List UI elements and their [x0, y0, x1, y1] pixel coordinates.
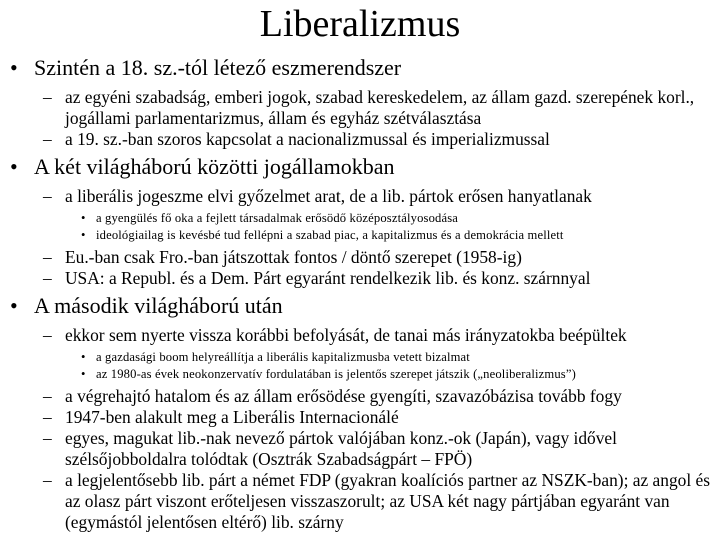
bullet-text: A második világháború után: [34, 293, 283, 318]
dash-marker: –: [43, 428, 52, 448]
dash-marker: –: [43, 407, 52, 427]
bullet-marker: •: [10, 293, 18, 318]
detail-bullet-item: [0, 349, 720, 366]
bullet-marker: •: [81, 367, 86, 381]
sub-bullet-item: [0, 268, 720, 289]
sub-bullet-text: az egyéni szabadság, emberi jogok, szabad kereskedelem, az állam gazd. szerepének korl., jogállami parlamentarizmus, állam és egyház szétválasztása: [65, 87, 695, 128]
bullet-item: [0, 55, 720, 81]
sub-bullet-text: ekkor sem nyerte vissza korábbi befolyását, de tanai más irányzatokba beépültek: [65, 325, 627, 345]
detail-bullet-item: [0, 227, 720, 244]
dash-marker: –: [43, 186, 52, 206]
bullet-marker: •: [81, 211, 86, 225]
detail-bullet-text: ideológiailag is kevésbé tud fellépni a szabad piac, a kapitalizmus és a demokrácia mellett: [96, 228, 564, 242]
bullet-list: [0, 51, 720, 533]
sub-bullet-item: [0, 325, 720, 346]
sub-bullet-item: [0, 247, 720, 268]
sub-bullet-item: [0, 186, 720, 207]
sub-bullet-text: Eu.-ban csak Fro.-ban játszottak fontos / döntő szerepet (1958-ig): [65, 247, 522, 267]
bullet-marker: •: [10, 154, 18, 179]
detail-bullet-text: a gazdasági boom helyreállítja a liberális kapitalizmusba vetett bizalmat: [96, 350, 470, 364]
sub-bullet-text: a liberális jogeszme elvi győzelmet arat, de a lib. pártok erősen hanyatlanak: [65, 186, 592, 206]
sub-bullet-item: [0, 386, 720, 407]
bullet-marker: •: [81, 228, 86, 242]
bullet-marker: •: [10, 55, 18, 80]
sub-bullet-text: a végrehajtó hatalom és az állam erősödése gyengíti, szavazóbázisa tovább fogy: [65, 386, 622, 406]
bullet-marker: •: [81, 350, 86, 364]
sub-bullet-text: USA: a Republ. és a Dem. Párt egyaránt rendelkezik lib. és konz. szárnnyal: [65, 268, 591, 288]
dash-marker: –: [43, 268, 52, 288]
sub-bullet-item: [0, 470, 720, 533]
bullet-item: [0, 154, 720, 180]
sub-bullet-text: a legjelentősebb lib. párt a német FDP (gyakran koalíciós partner az NSZK-ban); az angol és az olasz párt viszont erőteljesen visszaszorult; az USA két nagy pártjában egyaránt van (egymástól jelentősen eltérő) lib. szárny: [65, 470, 711, 532]
dash-marker: –: [43, 325, 52, 345]
dash-marker: –: [43, 129, 52, 149]
detail-bullet-text: az 1980-as évek neokonzervatív fordulatában is jelentős szerepet játszik („neoliberalizmus”): [96, 367, 576, 381]
dash-marker: –: [43, 470, 52, 490]
dash-marker: –: [43, 386, 52, 406]
sub-bullet-item: [0, 428, 720, 470]
sub-bullet-text: a 19. sz.-ban szoros kapcsolat a nacionalizmussal és imperializmussal: [65, 129, 550, 149]
sub-bullet-item: [0, 407, 720, 428]
sub-bullet-text: egyes, magukat lib.-nak nevező pártok valójában konz.-ok (Japán), vagy idővel szélsőjobboldalra tolódtak (Osztrák Szabadságpárt – FPÖ): [65, 428, 617, 469]
bullet-text: A két világháború közötti jogállamokban: [34, 154, 395, 179]
slide-title: Liberalizmus: [259, 3, 461, 45]
detail-bullet-item: [0, 366, 720, 383]
bullet-text: Szintén a 18. sz.-tól létező eszmerendszer: [34, 55, 402, 80]
bullet-item: [0, 293, 720, 319]
detail-bullet-text: a gyengülés fő oka a fejlett társadalmak erősödő középosztályosodása: [96, 211, 459, 225]
dash-marker: –: [43, 247, 52, 267]
detail-bullet-item: [0, 210, 720, 227]
sub-bullet-text: 1947-ben alakult meg a Liberális Internacionálé: [65, 407, 399, 427]
sub-bullet-item: [0, 129, 720, 150]
sub-bullet-item: [0, 87, 720, 129]
dash-marker: –: [43, 87, 52, 107]
